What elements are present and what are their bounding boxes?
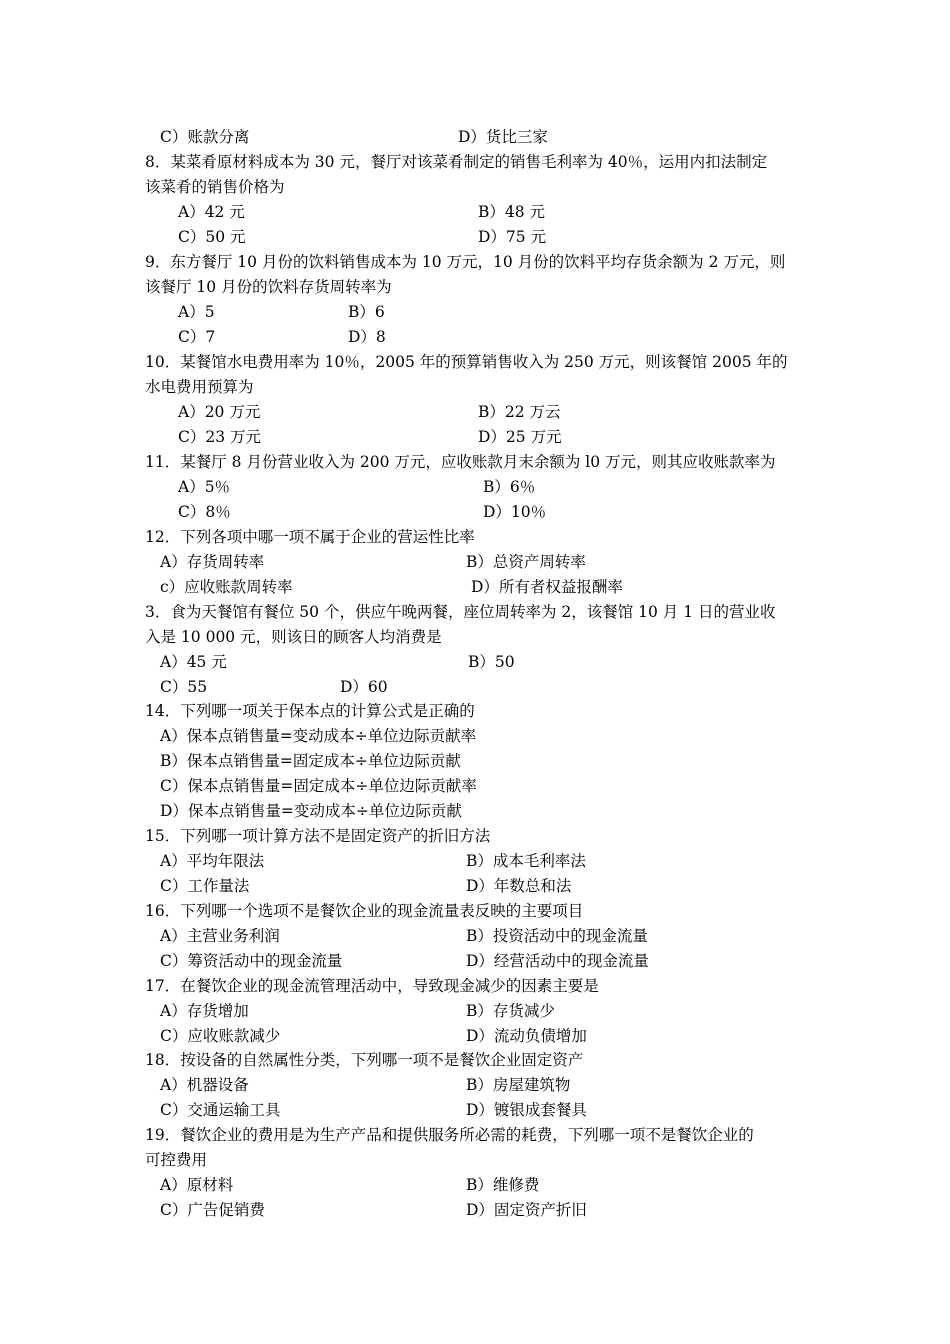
question-10: 10．某餐馆水电费用率为 10％，2005 年的预算销售收入为 250 万元，则该餐馆 2005 年的 [145, 353, 788, 371]
q15-option-b: B）成本毛利率法 [466, 852, 586, 870]
q9-option-d: D）8 [348, 328, 386, 346]
q9-option-b: B）6 [348, 303, 385, 321]
q16-option-c: C）筹资活动中的现金流量 [160, 952, 343, 970]
q16-option-b: B）投资活动中的现金流量 [466, 927, 648, 945]
q9-option-a: A）5 [178, 303, 215, 321]
q8-option-b: B）48 元 [478, 203, 546, 221]
q11-option-a: A）5％ [178, 478, 231, 496]
q19-option-d: D）固定资产折旧 [466, 1201, 587, 1219]
q15-option-a: A）平均年限法 [160, 852, 265, 870]
q19-option-c: C）广告促销费 [160, 1201, 265, 1219]
question-13-cont: 入是 10 000 元，则该日的顾客人均消费是 [145, 628, 442, 646]
q11-option-b: B）6％ [483, 478, 536, 496]
q18-option-a: A）机器设备 [160, 1076, 249, 1094]
q17-option-b: B）存货减少 [466, 1002, 555, 1020]
question-10-cont: 水电费用预算为 [145, 378, 254, 396]
q16-option-a: A）主营业务利润 [160, 927, 280, 945]
question-9-cont: 该餐厅 10 月份的饮料存货周转率为 [145, 278, 392, 296]
question-15: 15．下列哪一项计算方法不是固定资产的折旧方法 [145, 827, 491, 845]
q17-option-c: C）应收账款减少 [160, 1027, 281, 1045]
question-19: 19．餐饮企业的费用是为生产产品和提供服务所必需的耗费，下列哪一项不是餐饮企业的 [145, 1126, 754, 1144]
question-14: 14．下列哪一项关于保本点的计算公式是正确的 [145, 702, 475, 720]
q11-option-d: D）10％ [483, 503, 547, 521]
q12-option-c: c）应收账款周转率 [160, 578, 293, 596]
q16-option-d: D）经营活动中的现金流量 [466, 952, 649, 970]
q11-option-c: C）8％ [178, 503, 231, 521]
q13-option-d: D）60 [340, 678, 388, 696]
q17-option-a: A）存货增加 [160, 1002, 249, 1020]
question-9: 9．东方餐厅 10 月份的饮料销售成本为 10 万元，10 月份的饮料平均存货余额为 2 万元，则 [145, 253, 786, 271]
q15-option-d: D）年数总和法 [466, 877, 572, 895]
q10-option-b: B）22 万云 [478, 403, 561, 421]
q8-option-d: D）75 元 [478, 228, 547, 246]
question-17: 17．在餐饮企业的现金流管理活动中，导致现金减少的因素主要是 [145, 977, 599, 995]
q13-option-a: A）45 元 [160, 653, 227, 671]
q10-option-c: C）23 万元 [178, 428, 262, 446]
question-8: 8．某菜肴原材料成本为 30 元，餐厅对该菜肴制定的销售毛利率为 40％，运用内扣法制定 [145, 153, 768, 171]
q18-option-b: B）房屋建筑物 [466, 1076, 571, 1094]
question-11: 11．某餐厅 8 月份营业收入为 200 万元，应收账款月末余额为 l0 万元，则其应收账款率为 [145, 453, 776, 471]
q18-option-d: D）镀银成套餐具 [466, 1101, 587, 1119]
q12-option-a: A）存货周转率 [160, 553, 265, 571]
question-12: 12．下列各项中哪一项不属于企业的营运性比率 [145, 528, 475, 546]
q12-option-b: B）总资产周转率 [466, 553, 586, 571]
option-d-text: D）货比三家 [458, 128, 548, 146]
q19-option-b: B）维修费 [466, 1176, 540, 1194]
q14-option-a: A）保本点销售量=变动成本÷单位边际贡献率 [160, 727, 477, 745]
question-18: 18．按设备的自然属性分类，下列哪一项不是餐饮企业固定资产 [145, 1051, 584, 1069]
q17-option-d: D）流动负债增加 [466, 1027, 587, 1045]
q13-option-c: C）55 [160, 678, 208, 696]
question-13: 3．食为天餐馆有餐位 50 个，供应午晚两餐，座位周转率为 2，该餐馆 10 月 1 日的营业收 [145, 603, 776, 621]
q12-option-d: D）所有者权益报酬率 [471, 578, 623, 596]
question-8-cont: 该菜肴的销售价格为 [145, 178, 285, 196]
q14-option-c: C）保本点销售量=固定成本÷单位边际贡献率 [160, 777, 477, 795]
question-19-cont: 可控费用 [145, 1151, 208, 1169]
q10-option-d: D）25 万元 [478, 428, 562, 446]
q13-option-b: B）50 [468, 653, 515, 671]
q9-option-c: C）7 [178, 328, 216, 346]
option-c-text: C）账款分离 [160, 128, 250, 146]
q14-option-d: D）保本点销售量=变动成本÷单位边际贡献 [160, 802, 462, 820]
q10-option-a: A）20 万元 [178, 403, 261, 421]
q8-option-c: C）50 元 [178, 228, 246, 246]
q8-option-a: A）42 元 [178, 203, 245, 221]
q15-option-c: C）工作量法 [160, 877, 250, 895]
question-16: 16．下列哪一个选项不是餐饮企业的现金流量表反映的主要项目 [145, 902, 584, 920]
q18-option-c: C）交通运输工具 [160, 1101, 281, 1119]
q19-option-a: A）原材料 [160, 1176, 234, 1194]
q14-option-b: B）保本点销售量=固定成本÷单位边际贡献 [160, 752, 461, 770]
